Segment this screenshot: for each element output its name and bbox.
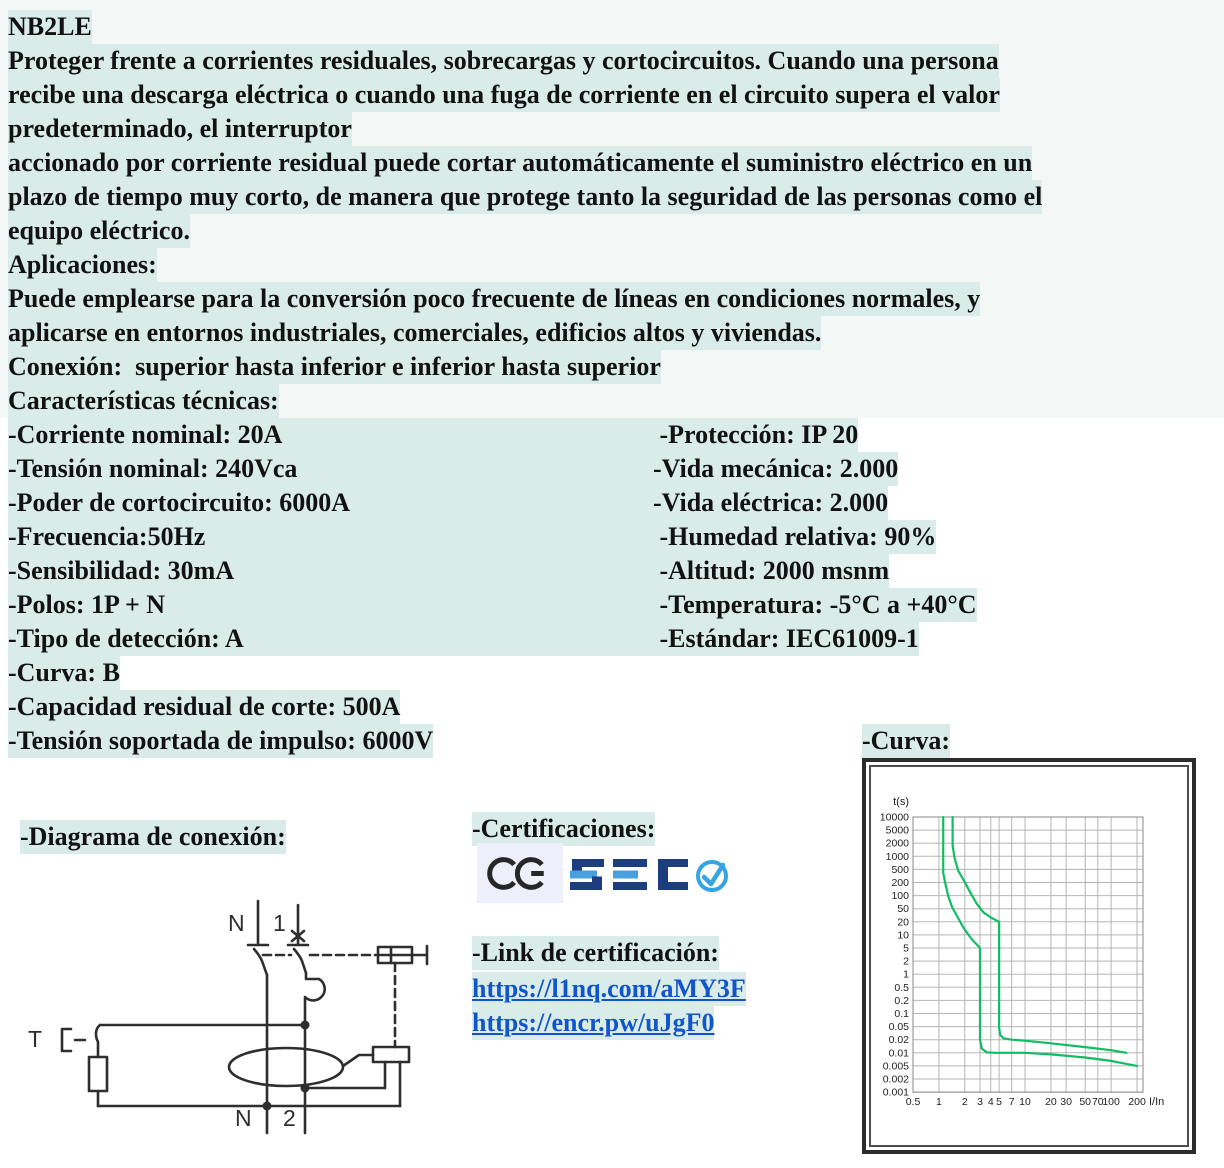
sec-certification-logo [570, 857, 732, 902]
diagram-label-top-neutral: N [228, 910, 245, 936]
text-line [0, 316, 1042, 350]
highlighted-text: -Curva: B [8, 656, 120, 690]
curve-section-heading [862, 724, 950, 758]
y-tick-label: 0.2 [894, 994, 909, 1007]
highlighted-text: -Curva: [862, 724, 950, 758]
y-tick-label: 500 [891, 863, 909, 876]
text-line [0, 44, 1042, 78]
certified-check-icon [698, 862, 726, 890]
certification-link-1[interactable]: https://l1nq.com/aMY3F [472, 972, 746, 1006]
spec-row [0, 622, 1042, 656]
spec-right-cell: -Temperatura: -5°C a +40°C [653, 590, 977, 619]
spec-row [0, 452, 1042, 486]
highlighted-text [8, 486, 888, 520]
x-tick-label: 50 [1079, 1096, 1092, 1109]
diagram-label-test-button: T [28, 1026, 43, 1052]
ce-mark-logo [477, 843, 563, 903]
highlighted-text: -Link de certificación: [472, 936, 719, 970]
spec-text-column [0, 10, 1042, 758]
y-tick-label: 0.02 [888, 1034, 909, 1047]
linkage-dashed-lines [263, 955, 395, 1047]
highlighted-text: equipo eléctrico. [8, 214, 190, 248]
x-tick-label: 2 [961, 1096, 968, 1109]
x-axis-label: I/In [1149, 1096, 1165, 1109]
sec-logo-icon [570, 857, 732, 897]
trip-curve-chart [871, 767, 1187, 1141]
highlighted-text: recibe una descarga eléctrica o cuando una fuga de corriente en el circuito supera el valor [8, 78, 1000, 112]
y-tick-label: 1 [903, 968, 909, 981]
text-line [0, 146, 1042, 180]
spec-right-cell: -Humedad relativa: 90% [653, 522, 937, 551]
highlighted-text: NB2LE [8, 10, 92, 44]
text-line [0, 690, 1042, 724]
spec-left-cell: -Poder de cortocircuito: 6000A [8, 488, 350, 517]
spec-left-cell: -Frecuencia:50Hz [8, 522, 206, 551]
sec-letter-c [658, 859, 688, 890]
text-line [0, 350, 1042, 384]
switch-contacts [254, 949, 306, 975]
text-line [0, 78, 1042, 112]
highlighted-text [8, 452, 898, 486]
spec-right-cell: -Vida eléctrica: 2.000 [653, 488, 889, 517]
text-line [0, 112, 1042, 146]
test-button-symbol [378, 946, 427, 964]
text-line [0, 10, 1042, 44]
x-tick-label: 1 [935, 1096, 942, 1109]
diagram-label-bottom-neutral: N [235, 1105, 252, 1131]
connection-diagram [10, 895, 450, 1160]
spec-left-cell: -Tensión nominal: 240Vca [8, 454, 298, 483]
y-tick-label: 100 [891, 890, 909, 903]
x-tick-label: 4 [987, 1096, 994, 1109]
highlighted-text: predeterminado, el interruptor [8, 112, 352, 146]
x-tick-label: 3 [977, 1096, 983, 1109]
y-tick-label: 200 [891, 877, 909, 889]
toroid-to-relay-wire [343, 1055, 373, 1066]
text-line [0, 656, 1042, 690]
highlighted-text: Características técnicas: [8, 384, 279, 418]
toroid-current-transformer [229, 1048, 343, 1086]
y-axis-label: t(s) [893, 796, 909, 808]
highlighted-text: Proteger frente a corrientes residuales, sobrecargas y cortocircuitos. Cuando una persona [8, 44, 999, 78]
text-line [0, 180, 1042, 214]
x-tick-label: 5 [996, 1096, 1003, 1109]
y-tick-label: 1000 [885, 850, 909, 863]
y-tick-label: 10000 [879, 811, 909, 824]
highlighted-text: -Tensión soportada de impulso: 6000V [8, 724, 433, 758]
certification-link-2[interactable]: https://encr.pw/uJgF0 [472, 1006, 714, 1040]
spec-left-cell: -Sensibilidad: 30mA [8, 556, 235, 585]
trip-curve-chart-frame [862, 758, 1196, 1154]
highlighted-text: -Certificaciones: [472, 812, 655, 846]
text-line [0, 282, 1042, 316]
spec-left-cell: -Corriente nominal: 20A [8, 420, 283, 449]
y-tick-label: 5 [903, 942, 909, 955]
x-tick-label: 10 [1019, 1096, 1031, 1109]
spec-row [0, 486, 1042, 520]
y-tick-label: 0.5 [894, 981, 909, 994]
text-line [0, 214, 1042, 248]
ce-mark-icon [487, 853, 553, 894]
y-tick-label: 2 [903, 955, 909, 968]
text-line [0, 248, 1042, 282]
y-tick-label: 5000 [885, 824, 909, 837]
y-tick-label: 0.01 [888, 1047, 909, 1060]
highlighted-text [8, 418, 858, 452]
spec-right-cell: -Protección: IP 20 [653, 420, 859, 449]
highlighted-text: -Diagrama de conexión: [20, 820, 286, 854]
y-tick-label: 0.001 [882, 1086, 909, 1099]
y-tick-label: 20 [897, 916, 909, 929]
test-pushbutton-contact [62, 1025, 100, 1057]
highlighted-text: Puede emplearse para la conversión poco frecuente de líneas en condiciones normales, y [8, 282, 980, 316]
spec-right-cell: -Vida mecánica: 2.000 [653, 454, 899, 483]
x-tick-label: 7 [1008, 1096, 1015, 1109]
certification-link-heading [472, 936, 719, 970]
highlighted-text: accionado por corriente residual puede cortar automáticamente el suministro eléctrico en un [8, 146, 1032, 180]
x-tick-label: 70 [1091, 1096, 1104, 1109]
highlighted-text [8, 554, 889, 588]
junction-dots [263, 1021, 310, 1111]
diagram-label-top-phase: 1 [273, 910, 286, 936]
x-tick-label: 30 [1060, 1096, 1072, 1109]
y-tick-label: 0.002 [882, 1073, 909, 1086]
spec-row [0, 418, 1042, 452]
sec-letter-s [570, 859, 604, 890]
y-tick-label: 0.1 [894, 1008, 909, 1020]
highlighted-text: -Capacidad residual de corte: 500A [8, 690, 400, 724]
x-tick-label: 100 [1102, 1096, 1120, 1109]
spec-left-cell: -Polos: 1P + N [8, 590, 166, 619]
certifications-heading [472, 812, 655, 846]
highlighted-text: Aplicaciones: [8, 248, 157, 282]
x-tick-label: 20 [1045, 1096, 1057, 1109]
spec-row [0, 520, 1042, 554]
highlighted-text: aplicarse en entornos industriales, comerciales, edificios altos y viviendas. [8, 316, 821, 350]
highlighted-text [8, 520, 936, 554]
sec-letter-e [613, 859, 647, 890]
spec-row [0, 554, 1042, 588]
y-tick-label: 0.05 [888, 1021, 909, 1034]
spec-left-cell: -Tipo de detección: A [8, 624, 244, 653]
spec-row [0, 588, 1042, 622]
trip-curve-límite-inferior [943, 817, 1137, 1066]
highlighted-text [8, 588, 977, 622]
spec-right-cell: -Estándar: IEC61009-1 [653, 624, 919, 653]
spec-right-cell: -Altitud: 2000 msnm [653, 556, 890, 585]
test-resistor [89, 1057, 107, 1091]
y-tick-label: 10 [897, 929, 909, 942]
highlighted-text: Conexión: superior hasta inferior e inferior hasta superior [8, 350, 661, 384]
x-tick-label: 200 [1128, 1096, 1146, 1109]
bottom-wiring [98, 1062, 400, 1106]
x-tick-label: 0.5 [905, 1096, 921, 1109]
diagram-label-bottom-phase: 2 [283, 1105, 296, 1131]
y-tick-label: 0.005 [882, 1060, 909, 1073]
trip-relay [373, 1047, 409, 1062]
trip-curve-chart-inner-frame [869, 765, 1189, 1147]
y-tick-label: 50 [897, 903, 909, 916]
highlighted-text [8, 622, 919, 656]
y-tick-label: 2000 [885, 837, 909, 850]
text-line [0, 384, 1042, 418]
connection-diagram-heading [20, 820, 286, 854]
highlighted-text: plazo de tiempo muy corto, de manera que protege tanto la seguridad de las personas como el [8, 180, 1042, 214]
